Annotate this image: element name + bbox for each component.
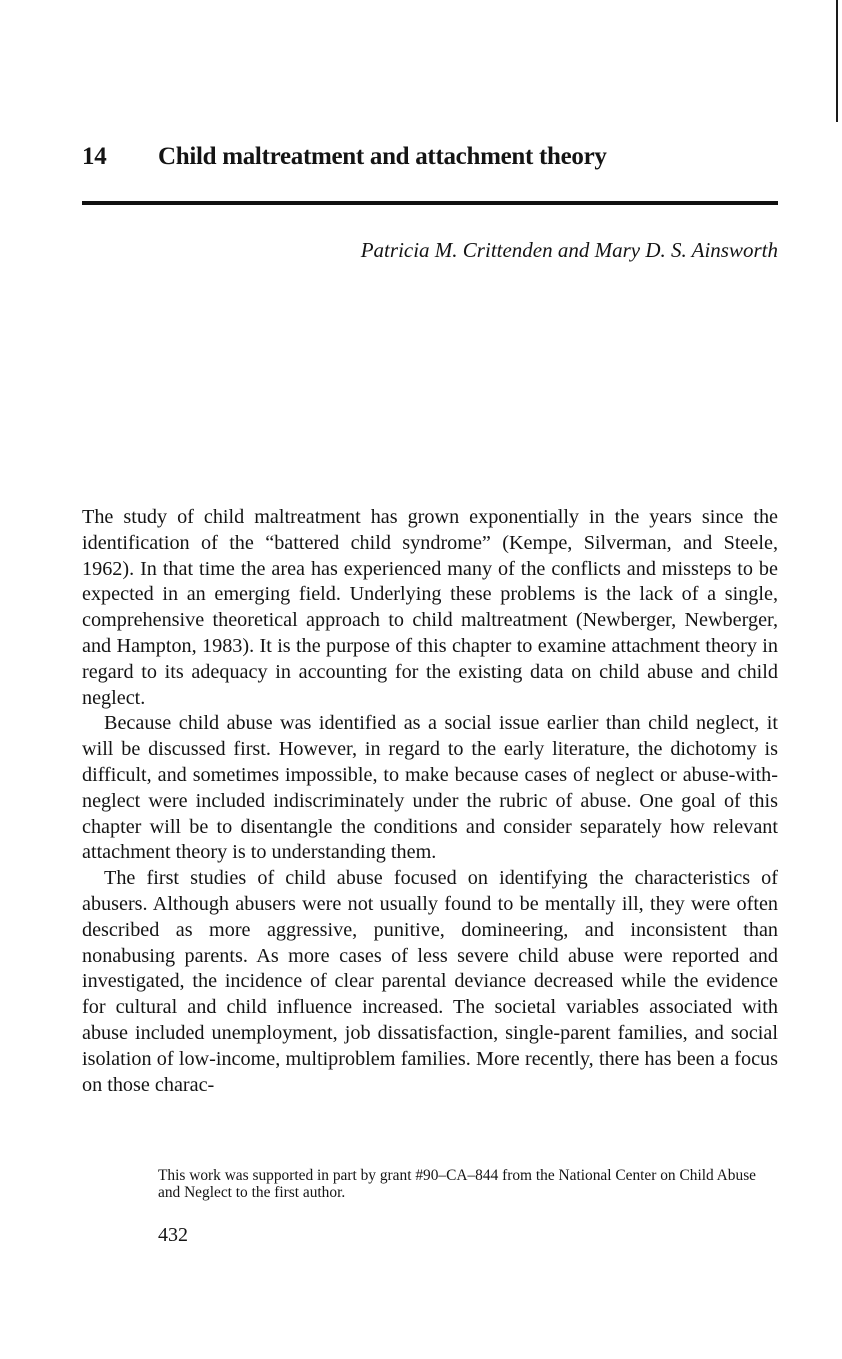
- chapter-authors: Patricia M. Crittenden and Mary D. S. Ainsworth: [360, 238, 778, 262]
- paragraph-2: Because child abuse was identified as a social issue earlier than child neglect, it will be discussed first. However, in regard to the early literature, the dichotomy is difficult, and sometimes impossible, to make because cases of neglect or abuse-with-neglect were included indiscriminately under the rubric of abuse. One goal of this chapter will be to disentangle the conditions and consider separately how relevant attachment theory is to understanding them.: [82, 712, 778, 864]
- footnote: This work was supported in part by grant #90–CA–844 from the National Center on Child Abuse and Neglect to the first author.: [158, 1167, 757, 1201]
- chapter-number: 14: [82, 142, 107, 170]
- paragraph-3: The first studies of child abuse focused on identifying the characteristics of abusers. Although abusers were not usually found to be mentally ill, they were often described as more aggressive, punitive, domineering, and inconsistent than nonabusing parents. As more cases of less severe child abuse were reported and investigated, the incidence of clear parental deviance decreased while the evidence for cultural and child influence increased. The societal variables associated with abuse included unemployment, job dissatisfaction, single-parent families, and social isolation of low-income, multiproblem families. More recently, there has been a focus on those charac-: [82, 867, 778, 1096]
- body-text: [82, 505, 778, 1098]
- heading-rule: [82, 201, 778, 205]
- chapter-heading: [82, 143, 782, 171]
- paragraph-1: The study of child maltreatment has grown exponentially in the years since the identification of the “battered child syndrome” (Kempe, Silverman, and Steele, 1962). In that time the area has experienced many of the conflicts and missteps to be expected in an emerging field. Underlying these problems is the lack of a single, comprehensive theoretical approach to child maltreatment (Newberger, Newberger, and Hampton, 1983). It is the purpose of this chapter to examine attachment theory in regard to its adequacy in accounting for the existing data on child abuse and child neglect.: [82, 506, 778, 709]
- chapter-title: Child maltreatment and attachment theory: [158, 142, 607, 170]
- scan-edge-line: [836, 0, 838, 122]
- page-number: 432: [158, 1224, 188, 1246]
